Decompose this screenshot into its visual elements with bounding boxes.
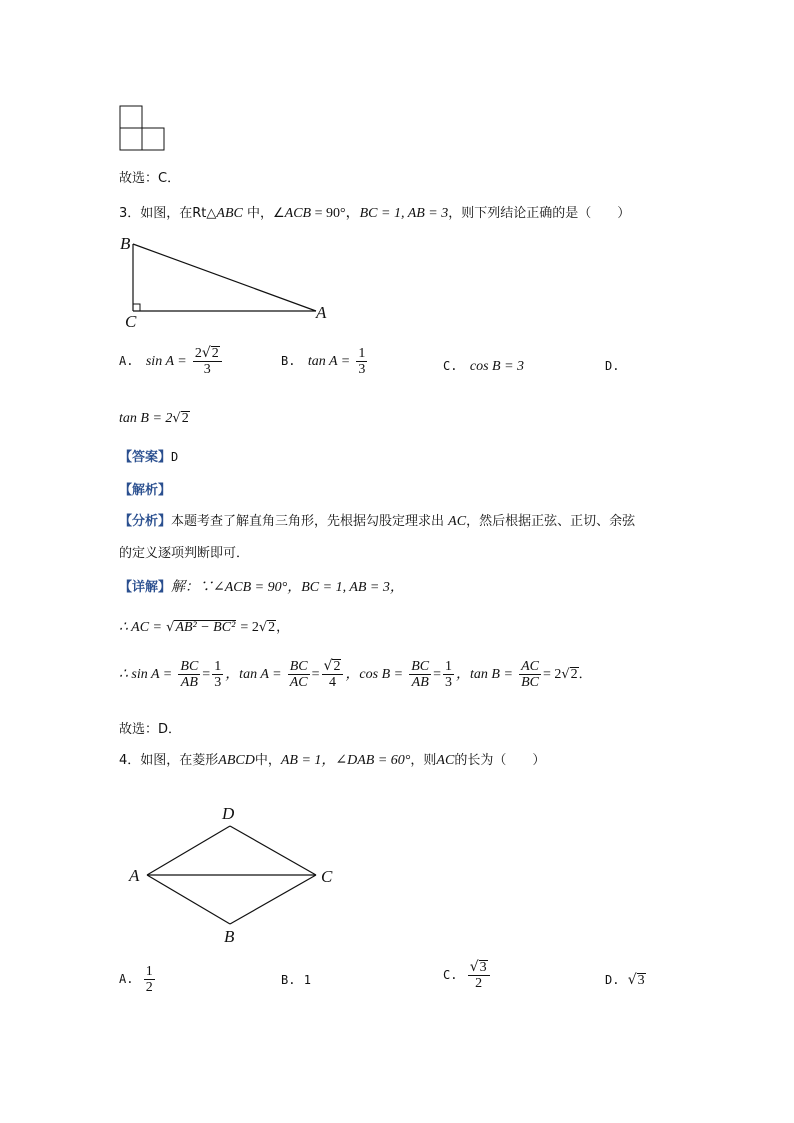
q3-step3: ∴ sin A = $\frac{BC}{AB}$ = $\frac{1}{3}$ ，tan A = $\frac{BC}{AC}$ = $\frac{√2}{4}$ ，cos B = $\frac{BC}{AB}$ = $\frac{1}{3}$ ，tan B = $\frac{AC}{BC}$ = 2√2． (119, 658, 592, 690)
q3-step3-frac2 (288, 659, 310, 690)
q3-step3-f4rad: 2 (570, 667, 578, 682)
q3-step3-p3: ，cos B = (345, 667, 404, 682)
q3-step3-f1d: AB (180, 675, 198, 690)
q4-stem-suffix: 的长为（ ） (454, 753, 546, 768)
q3-step3-frac3 (409, 659, 431, 690)
q3-step3-f2d: AC (289, 675, 308, 690)
q4-label-a: A (129, 866, 140, 885)
q3-bc-ab: BC = 1, AB = 3 (359, 206, 449, 221)
previous-answer: 故选：C． (119, 171, 181, 186)
q3-option-b-lhs: tan A = (307, 354, 351, 369)
q3-option-b-num: 1 (358, 346, 366, 361)
q4-option-c[interactable] (443, 960, 492, 991)
q3-step3-frac2b: $\frac{√2}{4}$ (322, 659, 344, 690)
q4-option-d-rad: 3 (637, 973, 645, 988)
q3-conclusion: 故选：D． (119, 722, 182, 737)
q3-option-c[interactable] (443, 359, 524, 375)
q3-step3-f2bn: 2 (333, 659, 341, 674)
q3-option-d[interactable] (605, 359, 619, 374)
q3-fenxi-1: 本题考查了解直角三角形，先根据勾股定理求出 (171, 514, 445, 529)
q3-option-c-label: C. (443, 359, 458, 373)
q4-option-c-den: 2 (475, 976, 483, 991)
q3-answer (119, 446, 178, 465)
q3-step3-eq2: = (311, 667, 320, 682)
q3-fenxi-3: 的定义逐项判断即可． (119, 546, 250, 561)
q3-step3-f2bd: 4 (328, 675, 336, 690)
q3-option-d-lhs: tan B = 2 (119, 411, 173, 426)
q4-option-c-label: C. (443, 968, 458, 982)
q3-step3-f3bd: 3 (445, 675, 453, 690)
q4-stem-mid: 中， (254, 753, 281, 768)
q4-option-c-fraction: $\frac{√3}{2}$ (468, 960, 490, 991)
q3-step3-frac1b (212, 659, 223, 690)
q3-option-b[interactable] (281, 346, 369, 377)
q4-option-a[interactable] (119, 964, 157, 995)
q3-option-a-rad: 2 (211, 346, 219, 361)
q3-step3-eq4: = 2 (542, 667, 562, 682)
q3-option-a-label: A. (119, 354, 134, 368)
q3-label-b: B (120, 234, 131, 253)
q3-option-a[interactable] (119, 346, 224, 377)
q3-step2-rad: AB² − BC² (175, 620, 236, 635)
q3-step2-end: ， (276, 620, 290, 635)
q3-option-b-label: B. (281, 354, 296, 368)
q3-stem-suffix: ，则下列结论正确的是（ ） (448, 206, 631, 221)
q4-label-c: C (321, 867, 333, 886)
q3-option-d-label: D. (605, 359, 620, 373)
q3-acb: ACB (284, 206, 312, 221)
q4-option-b[interactable] (281, 973, 311, 988)
q3-step3-f1n: BC (180, 659, 199, 674)
q3-step3-eq1: = (202, 667, 211, 682)
q4-option-a-num: 1 (145, 964, 153, 979)
q3-step3-frac1 (178, 659, 200, 690)
q3-step3-f3n: BC (411, 659, 430, 674)
q3-triangle-figure (110, 230, 340, 335)
q3-option-b-fraction (356, 346, 367, 377)
q4-option-b-label: B. (281, 973, 296, 987)
q3-detail-tag: 【详解】 (119, 580, 172, 595)
q3-option-a-den: 3 (203, 362, 211, 377)
q3-step3-f3bn: 1 (445, 659, 453, 674)
q3-step2-eq: = 2 (240, 620, 259, 635)
q3-step2-prefix: ∴ AC = (119, 620, 162, 635)
q3-detail (119, 576, 404, 596)
q4-stem-mid2: ，则 (410, 753, 437, 768)
q3-step3-frac3b (443, 659, 454, 690)
q4-rhombus-figure (130, 810, 333, 940)
q4-label-b: B (224, 927, 235, 946)
q4-option-d[interactable]: D. √3 (605, 972, 645, 988)
q3-option-b-den: 3 (358, 362, 366, 377)
q3-option-a-fraction: $\frac{2√2}{3}$ (193, 346, 222, 377)
q3-step3-f1bd: 3 (214, 675, 222, 690)
q4-cond: AB = 1，∠DAB = 60° (280, 753, 411, 768)
q4-option-a-den: 2 (145, 980, 153, 995)
q3-answer-value: D (171, 450, 179, 464)
q3-analysis-tag (119, 479, 171, 498)
q3-stem-prefix: 3．如图，在Rt△ (119, 206, 217, 221)
q3-analysis-tag-text: 【解析】 (119, 483, 172, 498)
q4-label-d: D (222, 804, 235, 823)
q3-step3-f2n: BC (289, 659, 308, 674)
q3-stem-mid: 中，∠ (242, 206, 285, 221)
q3-step3-f4d: BC (521, 675, 539, 690)
q3-step3-f1bn: 1 (214, 659, 222, 674)
q3-stem (119, 202, 630, 222)
q4-option-a-fraction (144, 964, 155, 995)
q3-label-a: A (316, 303, 327, 322)
q3-label-c: C (125, 312, 137, 331)
l-shape-figure (118, 104, 168, 152)
q3-option-a-num: 2 (194, 346, 202, 361)
q3-detail-1: 解：∵∠ACB = 90°，BC = 1, AB = 3， (171, 580, 404, 595)
q3-abc: ABC (216, 206, 243, 221)
q3-step2: ∴ AC = √AB² − BC² = 2√2， (119, 620, 290, 635)
q4-option-b-text: 1 (303, 973, 311, 987)
q3-step3-p1: ∴ sin A = (119, 667, 173, 682)
q3-option-d-expression: tan B = 2√2 (119, 411, 189, 426)
q3-fenxi-2: ，然后根据正弦、正切、余弦 (466, 514, 636, 529)
q3-step2-rad2: 2 (268, 620, 276, 635)
q3-deg: = 90°， (311, 206, 360, 221)
q4-stem-prefix: 4．如图，在菱形 (119, 753, 219, 768)
q3-step3-f4n: AC (521, 659, 539, 674)
q3-option-d-rad: 2 (181, 411, 189, 426)
q3-step3-f3d: AB (411, 675, 429, 690)
q3-fenxi (119, 510, 635, 530)
q3-step3-p4: ，tan B = (456, 667, 513, 682)
q4-abcd: ABCD (218, 753, 255, 768)
q3-answer-tag: 【答案】 (119, 450, 172, 465)
q3-fenxi-tag: 【分析】 (119, 514, 172, 529)
q3-fenxi-ac: AC (448, 514, 467, 529)
q4-option-a-label: A. (119, 972, 134, 986)
q3-option-c-text: cos B = 3 (469, 359, 525, 374)
q3-step3-frac4 (519, 659, 541, 690)
q3-option-a-lhs: sin A = (145, 354, 187, 369)
q4-option-c-rad: 3 (479, 960, 487, 975)
q3-step3-end: ． (578, 667, 592, 682)
q4-option-d-label: D. (605, 973, 620, 987)
q3-step3-p2: ，tan A = (225, 667, 282, 682)
q4-stem (119, 749, 545, 769)
q4-ac: AC (436, 753, 455, 768)
q3-step3-eq3: = (433, 667, 442, 682)
